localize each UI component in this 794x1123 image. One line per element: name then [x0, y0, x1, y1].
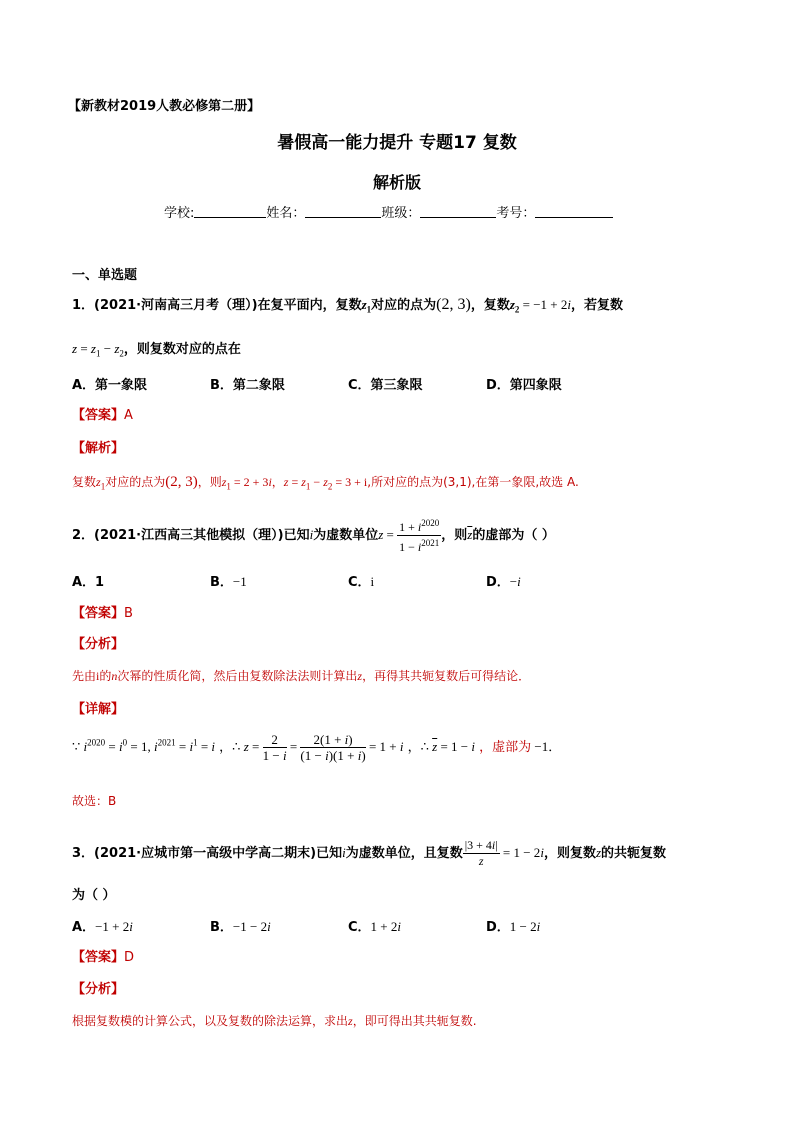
- question-1-stem: 1．(2021·河南高三月考（理）)在复平面内，复数$z_1$对应的点为(2, 3)，复数$z_2 = -1 + 2i$，若复数: [72, 296, 624, 315]
- option-a[interactable]: A．1: [72, 575, 105, 590]
- xiangjie-2-tag: 【详解】: [72, 702, 125, 717]
- option-d[interactable]: D．−i: [486, 574, 521, 590]
- fenxi-3-tag: 【分析】: [72, 982, 125, 997]
- info-fields: [164, 202, 613, 221]
- answer-1: 【答案】A: [72, 408, 133, 423]
- question-3-stem-line2: 为（ ）: [72, 888, 116, 903]
- option-a[interactable]: A．第一象限: [72, 378, 148, 393]
- answer-3: 【答案】D: [72, 950, 135, 965]
- school-label: 学校:: [164, 206, 195, 221]
- question-3-stem: 3．(2021·应城市第一高级中学高二期末)已知i为虚数单位，且复数 $\frac{|3 + 4i|}{z}$ = 1 − 2i，则复数z的共轭复数: [72, 838, 667, 868]
- question-1-stem-line2: $z = z_1 - z_2$，则复数对应的点在: [72, 341, 241, 359]
- analysis-1-tag: 【解析】: [72, 441, 125, 456]
- fenxi-2-tag: 【分析】: [72, 637, 125, 652]
- conclusion-2: 故选：B: [72, 794, 117, 808]
- school-blank[interactable]: [194, 205, 266, 218]
- class-label: 班级：: [381, 206, 421, 221]
- name-label: 姓名：: [266, 206, 306, 221]
- exam-no-blank[interactable]: [535, 205, 613, 218]
- page-subtitle: 解析版: [372, 173, 421, 192]
- option-a[interactable]: A．−1 + 2i: [72, 919, 133, 935]
- option-b[interactable]: B．第二象限: [210, 378, 285, 393]
- question-2-stem: 2．(2021·江西高三其他模拟（理）)已知i为虚数单位z = $\frac{1 + i^{2020}}{1 - i^{2021}}$ ，则$\overline{z}$的虚部为（ ）: [72, 518, 555, 554]
- fenxi-3-body: 根据复数模的计算公式，以及复数的除法运算，求出z，即可得出其共轭复数.: [72, 1014, 477, 1028]
- fenxi-2-body: 先由i的n次幂的性质化简，然后由复数除法法则计算出z，再得其共轭复数后可得结论．: [72, 669, 531, 683]
- textbook-tag: 【新教材2019人教必修第二册】: [68, 99, 261, 114]
- option-b[interactable]: B．−1 − 2i: [210, 919, 271, 935]
- page-title: 暑假高一能力提升 专题17 复数: [277, 133, 517, 153]
- class-blank[interactable]: [420, 205, 496, 218]
- option-b[interactable]: B．−1: [210, 574, 247, 590]
- exam-no-label: 考号：: [496, 206, 536, 221]
- option-c[interactable]: C．i: [348, 574, 375, 590]
- name-blank[interactable]: [305, 205, 381, 218]
- xiangjie-2-body: ∵ $i^{2020} = i^0 = 1$, $i^{2021} = i^1 = i$ ，∴ z = $\frac{2}{1 - i}$ = $\frac{2(1 + i)}{(1 - i)(1 + i)}$ = 1 + i ，∴ $\overline{z} = 1 - i$ ，虚部为 −1．: [72, 732, 562, 763]
- option-c[interactable]: C．第三象限: [348, 378, 423, 393]
- option-d[interactable]: D．1 − 2i: [486, 919, 541, 935]
- option-d[interactable]: D．第四象限: [486, 378, 562, 393]
- option-c[interactable]: C．1 + 2i: [348, 919, 402, 935]
- analysis-1-body: 复数$z_1$对应的点为(2, 3)，则$z_1 = 2 + 3i$，$z = z_1 - z_2 = 3 + i$,所对应的点为(3,1),在第一象限,故选 A.: [72, 474, 579, 492]
- section-heading: 一、单选题: [72, 268, 138, 283]
- answer-2: 【答案】B: [72, 606, 133, 621]
